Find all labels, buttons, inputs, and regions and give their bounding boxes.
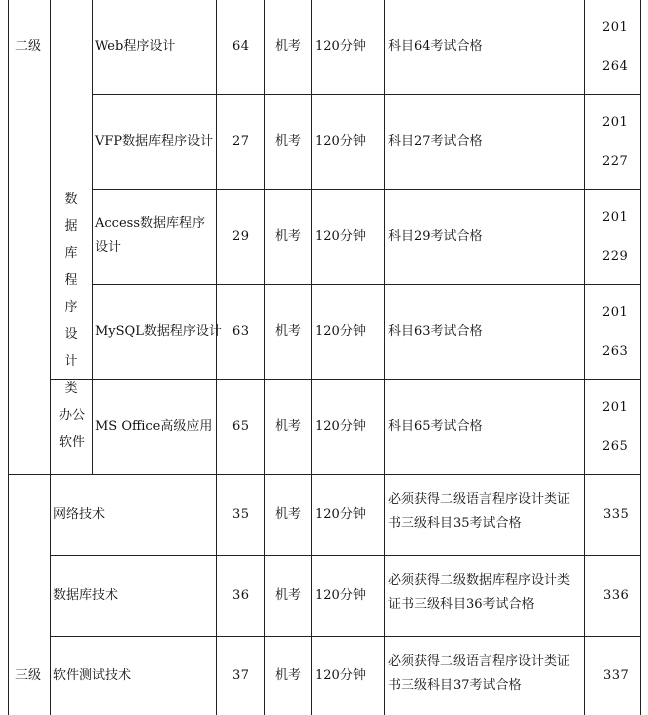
code-cell: 27 xyxy=(232,134,250,149)
code-cell: 64 xyxy=(232,39,250,54)
cert-code-bottom: 263 xyxy=(602,344,629,359)
duration-cell: 120分钟 xyxy=(315,324,366,339)
method-cell: 机考 xyxy=(275,419,302,434)
column-divider xyxy=(50,0,51,715)
subject-cell: VFP数据库程序设计 xyxy=(95,134,214,149)
code-cell: 63 xyxy=(232,324,250,339)
cert-code-bottom: 265 xyxy=(602,439,629,454)
method-cell: 机考 xyxy=(275,588,302,603)
requirement-cell: 必须获得二级语言程序设计类证书三级科目35考试合格 xyxy=(388,492,571,531)
subject-cell: MS Office高级应用 xyxy=(95,419,213,434)
column-divider xyxy=(384,0,385,715)
subject-cell: Web程序设计 xyxy=(95,39,176,54)
method-cell: 机考 xyxy=(275,229,302,244)
cert-code: 337 xyxy=(603,668,630,683)
code-cell: 29 xyxy=(232,229,250,244)
cert-code-top: 201 xyxy=(602,210,629,225)
duration-cell: 120分钟 xyxy=(315,668,366,683)
level-cell: 二级 xyxy=(15,39,42,54)
method-cell: 机考 xyxy=(275,134,302,149)
cert-code-top: 201 xyxy=(602,115,629,130)
duration-cell: 120分钟 xyxy=(315,229,366,244)
method-cell: 机考 xyxy=(275,324,302,339)
code-cell: 65 xyxy=(232,419,250,434)
column-divider xyxy=(311,0,312,715)
cert-code-top: 201 xyxy=(602,305,629,320)
requirement-cell: 科目63考试合格 xyxy=(388,324,483,339)
cert-code-bottom: 229 xyxy=(602,249,629,264)
cert-code-bottom: 227 xyxy=(602,154,629,169)
column-divider xyxy=(264,0,265,715)
cert-code-top: 201 xyxy=(602,20,629,35)
row-divider xyxy=(8,474,640,475)
subject-cell: Access数据库程序设计 xyxy=(95,216,205,255)
requirement-cell: 科目29考试合格 xyxy=(388,229,483,244)
duration-cell: 120分钟 xyxy=(315,588,366,603)
requirement-cell: 科目27考试合格 xyxy=(388,134,483,149)
column-divider xyxy=(640,0,641,715)
duration-cell: 120分钟 xyxy=(315,134,366,149)
row-divider xyxy=(92,189,640,190)
cert-code: 336 xyxy=(603,588,630,603)
requirement-cell: 必须获得二级数据库程序设计类证书三级科目36考试合格 xyxy=(388,573,571,612)
duration-cell: 120分钟 xyxy=(315,507,366,522)
duration-cell: 120分钟 xyxy=(315,39,366,54)
column-divider xyxy=(92,0,93,474)
subject-cell: 数据库技术 xyxy=(53,588,119,603)
group-cell: 办公软件 xyxy=(58,408,85,450)
row-divider xyxy=(92,94,640,95)
method-cell: 机考 xyxy=(275,39,302,54)
cert-code: 335 xyxy=(603,507,630,522)
subject-cell: 网络技术 xyxy=(53,507,106,522)
code-cell: 37 xyxy=(232,668,250,683)
column-divider xyxy=(216,0,217,715)
row-divider xyxy=(50,379,640,380)
column-divider xyxy=(8,0,9,715)
requirement-cell: 必须获得二级语言程序设计类证书三级科目37考试合格 xyxy=(388,654,571,693)
cert-code-bottom: 264 xyxy=(602,59,629,74)
method-cell: 机考 xyxy=(275,668,302,683)
method-cell: 机考 xyxy=(275,507,302,522)
group-cell: 数据库程序设计类 xyxy=(64,192,78,396)
subject-cell: 软件测试技术 xyxy=(53,668,132,683)
row-divider xyxy=(50,555,640,556)
code-cell: 35 xyxy=(232,507,250,522)
requirement-cell: 科目64考试合格 xyxy=(388,39,483,54)
requirement-cell: 科目65考试合格 xyxy=(388,419,483,434)
level-cell: 三级 xyxy=(15,668,42,683)
code-cell: 36 xyxy=(232,588,250,603)
cert-code-top: 201 xyxy=(602,400,629,415)
subject-cell: MySQL数据程序设计 xyxy=(95,324,222,339)
row-divider xyxy=(92,284,640,285)
duration-cell: 120分钟 xyxy=(315,419,366,434)
row-divider xyxy=(50,636,640,637)
column-divider xyxy=(584,0,585,715)
